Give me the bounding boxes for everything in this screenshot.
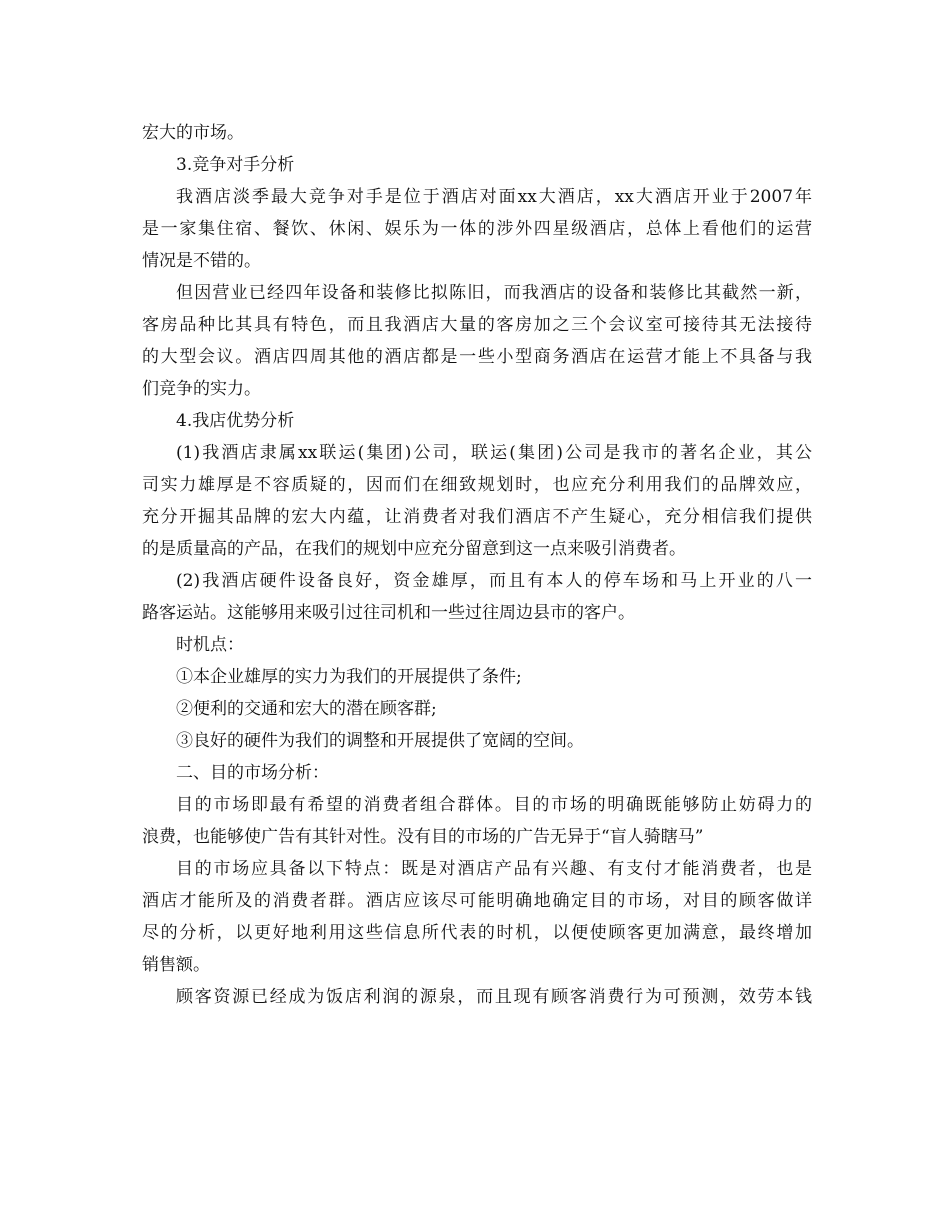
text-line: 尽的分析，以更好地利用这些信息所代表的时机，以便使顾客更加满意，最终增加 (142, 923, 812, 943)
text-line: 情况是不错的。 (142, 251, 261, 271)
document-body (142, 117, 812, 1013)
text-line: (2)我酒店硬件设备良好，资金雄厚，而且有本人的停车场和马上开业的八一 (176, 571, 812, 591)
text-line: 是一家集住宿、餐饮、休闲、娱乐为一体的涉外四星级酒店，总体上看他们的运营 (142, 219, 812, 239)
list-item: ①本企业雄厚的实力为我们的开展提供了条件; (176, 667, 522, 687)
section-heading: 二、目的市场分析： (176, 763, 329, 783)
text-line: 的大型会议。酒店四周其他的酒店都是一些小型商务酒店在运营才能上不具备与我 (142, 347, 812, 367)
section-heading: 4.我店优势分析 (176, 411, 295, 431)
text-line: 浪费，也能够使广告有其针对性。没有目的市场的广告无异于“盲人骑瞎马” (142, 827, 704, 847)
list-item: ③良好的硬件为我们的调整和开展提供了宽阔的空间。 (176, 731, 584, 751)
text-line: 客房品种比其具有特色，而且我酒店大量的客房加之三个会议室可接待其无法接待 (142, 315, 812, 335)
text-line: 顾客资源已经成为饭店利润的源泉，而且现有顾客消费行为可预测，效劳本钱 (176, 987, 812, 1007)
text-line: 们竞争的实力。 (142, 379, 261, 399)
text-line: 路客运站。这能够用来吸引过往司机和一些过往周边县市的客户。 (142, 603, 635, 623)
text-line: 我酒店淡季最大竞争对手是位于酒店对面xx大酒店，xx大酒店开业于2007年 (176, 187, 812, 207)
text-line: (1)我酒店隶属xx联运(集团)公司，联运(集团)公司是我市的著名企业，其公 (176, 443, 812, 463)
text-line: 但因营业已经四年设备和装修比拟陈旧，而我酒店的设备和装修比其截然一新， (176, 283, 812, 303)
text-line: 充分开掘其品牌的宏大内蕴，让消费者对我们酒店不产生疑心，充分相信我们提供 (142, 507, 812, 527)
text-line: 目的市场即最有希望的消费者组合群体。目的市场的明确既能够防止妨碍力的 (176, 795, 812, 815)
text-line: 酒店才能所及的消费者群。酒店应该尽可能明确地确定目的市场，对目的顾客做详 (142, 891, 812, 911)
section-heading: 3.竞争对手分析 (176, 155, 295, 175)
text-line: 宏大的市场。 (142, 123, 244, 143)
text-line: 销售额。 (142, 955, 210, 975)
text-line: 目的市场应具备以下特点：既是对酒店产品有兴趣、有支付才能消费者，也是 (176, 859, 812, 879)
text-line: 的是质量高的产品，在我们的规划中应充分留意到这一点来吸引消费者。 (142, 539, 686, 559)
list-item: ②便利的交通和宏大的潜在顾客群; (176, 699, 437, 719)
text-line: 司实力雄厚是不容质疑的，因而们在细致规划时，也应充分利用我们的品牌效应， (142, 475, 812, 495)
section-heading: 时机点： (176, 635, 244, 655)
